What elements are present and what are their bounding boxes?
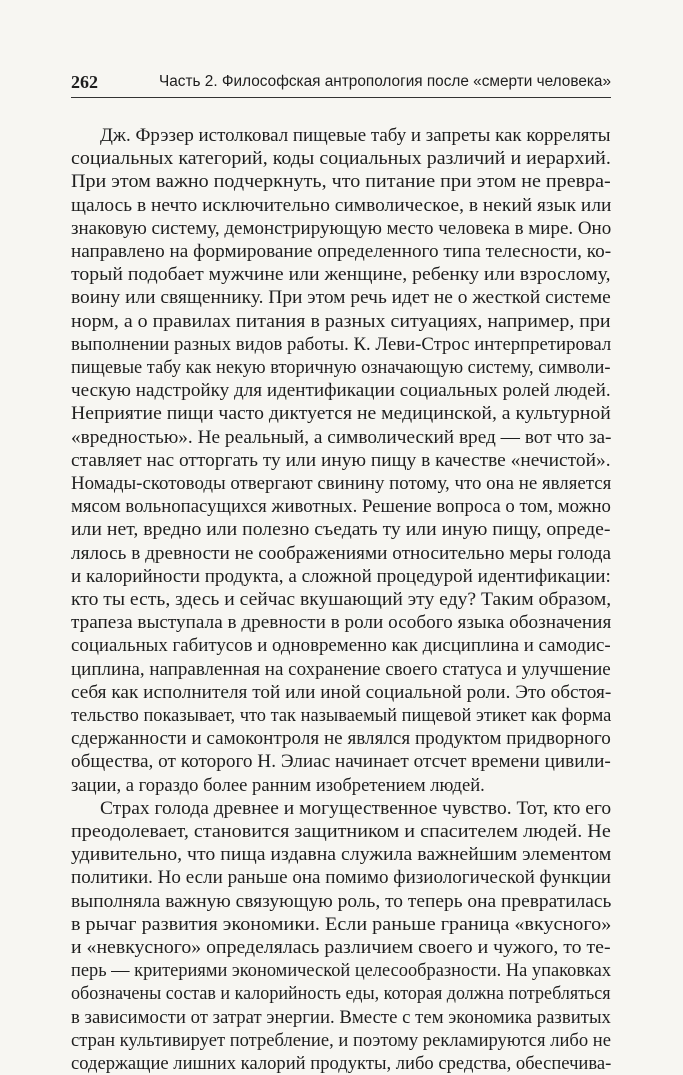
text-line: в зависимости от затрат энергии. Вместе с тем экономика развитых <box>71 1006 611 1028</box>
text-line: воину или священнику. При этом речь идет не о жесткой системе <box>71 287 611 309</box>
text-line: ставляет нас отторгать ту или иную пищу в качестве «нечистой». <box>71 449 611 471</box>
header-rule <box>71 97 611 98</box>
text-line: социальных категорий, коды социальных различий и иерархий. <box>71 148 611 170</box>
text-line: ческую надстройку для идентификации социальных ролей людей. <box>71 380 611 402</box>
text-line: и «невкусного» определялась различием своего и чужого, то те- <box>71 937 611 958</box>
text-line: Дж. Фрэзер истолковал пищевые табу и запреты как корреляты <box>100 125 611 146</box>
text-line: пищевые табу как некую вторичную означающую систему, символи- <box>71 357 611 378</box>
text-line: удивительно, что пища издавна служила важнейшим элементом <box>71 844 612 866</box>
text-line: перь — критериями экономической целесообразности. На упаковках <box>71 960 612 982</box>
text-line: Неприятие пищи часто диктуется не медицинской, а культурной <box>71 403 611 425</box>
text-line: знаковую систему, демонстрирующую место человека в мире. Оно <box>71 217 612 239</box>
text-line: «вредностью». Не реальный, а символический вред — вот что за- <box>71 426 612 448</box>
text-line: стран культивирует потребление, и поэтому рекламируются либо не <box>71 1029 611 1051</box>
text-line: содержащие лишних калорий продукты, либо средства, обеспечива- <box>71 1053 612 1074</box>
text-line: циплина, направленная на сохранение своего статуса и улучшение <box>71 658 611 680</box>
text-line: социальных габитусов и одновременно как дисциплина и самодис- <box>71 635 611 657</box>
text-line: щалось в нечто исключительно символическое, в некий язык или <box>71 194 612 216</box>
text-line: норм, а о правилах питания в разных ситуациях, например, при <box>71 310 611 332</box>
text-line: общества, от которого Н. Элиас начинает отсчет времени цивили- <box>71 751 611 773</box>
text-line: кто ты есть, здесь и сейчас вкушающий эту еду? Таким образом, <box>71 589 612 610</box>
text-line: лялось в древности не соображениями относительно меры голода <box>71 542 612 564</box>
text-line: обозначены состав и калорийность еды, которая должна потребляться <box>71 983 611 1005</box>
text-line: и калорийности продукта, а сложной процедурой идентификации: <box>71 565 611 587</box>
text-line: сдержанности и самоконтроля не являлся продуктом придворного <box>71 728 611 750</box>
text-line: При этом важно подчеркнуть, что питание при этом не превра- <box>71 171 611 193</box>
text-line: Страх голода древнее и могущественное чувство. Тот, кто его <box>100 797 612 819</box>
text-line: в рычаг развития экономики. Если раньше граница «вкусного» <box>71 913 612 935</box>
text-line: трапеза выступала в древности в роли особого языка обозначения <box>71 612 612 634</box>
text-line: зации, а гораздо более ранним изобретением людей. <box>71 774 485 796</box>
text-line: преодолевает, становится защитником и спасителем людей. Не <box>71 821 611 842</box>
running-title: Часть 2. Философская антропология после «смерти человека» <box>158 73 611 90</box>
page-number: 262 <box>71 72 98 92</box>
text-line: направлено на формирование определенного типа телесности, ко- <box>71 241 612 262</box>
text-line: политики. Но если раньше она помимо физиологической функции <box>71 867 611 889</box>
text-line: торый подобает мужчине или женщине, ребенку или взрослому, <box>71 264 611 286</box>
text-line: выполнении разных видов работы. К. Леви-Строс интерпретировал <box>71 333 612 355</box>
text-line: тельство показывает, что так называемый пищевой этикет как форма <box>71 705 612 726</box>
text-line: или нет, вредно или полезно съедать ту или иную пищу, опреде- <box>71 519 611 541</box>
text-line: Номады-скотоводы отвергают свинину потому, что она не является <box>71 473 612 494</box>
text-line: выполняла важную связующую роль, то теперь она превратилась <box>71 890 612 912</box>
text-line: мясом вольнопасущихся животных. Решение вопроса о том, можно <box>71 496 611 518</box>
text-line: себя как исполнителя той или иной социальной роли. Это обстоя- <box>71 681 612 703</box>
